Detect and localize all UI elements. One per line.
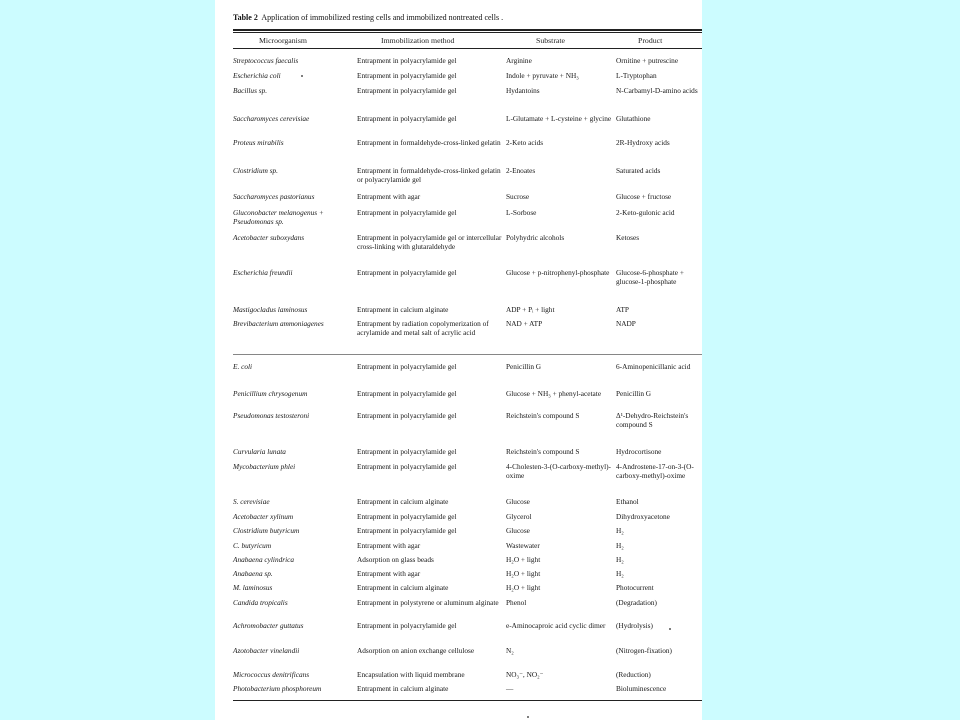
microorganism-cell: C. butyricum bbox=[233, 541, 272, 550]
method-cell: Entrapment in polyacrylamide gel bbox=[357, 447, 457, 456]
product-cell: Dihydroxyacetone bbox=[616, 512, 670, 521]
microorganism-cell: S. cerevisiae bbox=[233, 497, 270, 506]
microorganism-cell: Photobacterium phosphoreum bbox=[233, 684, 322, 693]
method-cell: Entrapment by radiation copolymerization of acrylamide and metal salt of acrylic acid bbox=[357, 319, 489, 338]
method-cell: Adsorption on glass beads bbox=[357, 555, 434, 564]
product-cell: (Reduction) bbox=[616, 670, 651, 679]
method-cell: Entrapment in polyacrylamide gel bbox=[357, 268, 457, 277]
microorganism-cell: Streptococcus faecalis bbox=[233, 56, 299, 65]
substrate-cell: Arginine bbox=[506, 56, 532, 65]
product-cell: Glucose + fructose bbox=[616, 192, 672, 201]
substrate-cell: L-Sorbose bbox=[506, 208, 537, 217]
microorganism-cell: Azotobacter vinelandii bbox=[233, 646, 300, 655]
microorganism-cell: Bacillus sp. bbox=[233, 86, 268, 95]
microorganism-cell: Clostridium sp. bbox=[233, 166, 279, 175]
scan-speck bbox=[669, 628, 671, 630]
microorganism-cell: E. coli bbox=[233, 362, 253, 371]
table-caption bbox=[233, 13, 698, 22]
product-cell: Penicillin G bbox=[616, 389, 652, 398]
microorganism-cell: Clostridium butyricum bbox=[233, 526, 300, 535]
method-cell: Entrapment in polyacrylamide gel bbox=[357, 86, 457, 95]
bottom-rule bbox=[233, 700, 702, 701]
product-cell: ATP bbox=[616, 305, 629, 314]
microorganism-cell: Escherichia freundii bbox=[233, 268, 293, 277]
microorganism-cell: M. laminosus bbox=[233, 583, 273, 592]
microorganism-cell: Candida tropicalis bbox=[233, 598, 288, 607]
method-cell: Entrapment with agar bbox=[357, 192, 421, 201]
table-label: Table 2 bbox=[233, 13, 258, 22]
microorganism-cell: Acetobacter xylinum bbox=[233, 512, 294, 521]
microorganism-cell: Micrococcus denitrificans bbox=[233, 670, 310, 679]
microorganism-cell: Penicillium chrysogenum bbox=[233, 389, 308, 398]
substrate-cell: Reichstein's compound S bbox=[506, 411, 580, 420]
product-cell: H₂ bbox=[616, 569, 624, 578]
product-cell: Photocurrent bbox=[616, 583, 654, 592]
method-cell: Entrapment in polyacrylamide gel bbox=[357, 526, 457, 535]
method-cell: Entrapment in polyacrylamide gel bbox=[357, 411, 457, 420]
product-cell: NADP bbox=[616, 319, 636, 328]
substrate-cell: 2-Enoates bbox=[506, 166, 536, 175]
microorganism-cell: Brevibacterium ammoniagenes bbox=[233, 319, 324, 328]
substrate-cell: 4-Cholesten-3-(O-carboxy-methyl)-oxime bbox=[506, 462, 611, 481]
substrate-cell: NAD + ATP bbox=[506, 319, 543, 328]
microorganism-cell: Escherichia coli bbox=[233, 71, 281, 80]
substrate-cell: Hydantoins bbox=[506, 86, 540, 95]
method-cell: Entrapment in polystyrene or aluminum alginate bbox=[357, 598, 499, 607]
substrate-cell: Glucose bbox=[506, 497, 530, 506]
method-cell: Entrapment in calcium alginate bbox=[357, 684, 449, 693]
scanned-page bbox=[215, 0, 702, 720]
substrate-cell: Glucose + p-nitrophenyl-phosphate bbox=[506, 268, 610, 277]
header-rule bbox=[233, 48, 702, 49]
method-cell: Entrapment in calcium alginate bbox=[357, 305, 449, 314]
product-cell: Saturated acids bbox=[616, 166, 661, 175]
method-cell: Entrapment in formaldehyde-cross-linked gelatin or polyacrylamide gel bbox=[357, 166, 501, 185]
microorganism-cell: Proteus mirabilis bbox=[233, 138, 284, 147]
substrate-cell: Penicillin G bbox=[506, 362, 542, 371]
product-cell: (Hydrolysis) bbox=[616, 621, 653, 630]
product-cell: Ornitine + putrescine bbox=[616, 56, 679, 65]
method-cell: Entrapment in polyacrylamide gel bbox=[357, 71, 457, 80]
product-cell: Bioluminescence bbox=[616, 684, 667, 693]
substrate-cell: Glucose + NH₃ + phenyl-acetate bbox=[506, 389, 602, 398]
top-rule bbox=[233, 29, 702, 31]
method-cell: Entrapment in formaldehyde-cross-linked gelatin bbox=[357, 138, 501, 147]
product-cell: H₂ bbox=[616, 555, 624, 564]
microorganism-cell: Mastigocladus laminosus bbox=[233, 305, 308, 314]
method-cell: Entrapment in polyacrylamide gel bbox=[357, 462, 457, 471]
microorganism-cell: Acetobacter suboxydans bbox=[233, 233, 305, 242]
microorganism-cell: Pseudomonas testosteroni bbox=[233, 411, 310, 420]
section-rule bbox=[233, 354, 702, 355]
product-cell: Glutathione bbox=[616, 114, 651, 123]
top-rule-thin bbox=[233, 32, 702, 33]
method-cell: Entrapment in polyacrylamide gel bbox=[357, 512, 457, 521]
scan-speck bbox=[301, 75, 303, 77]
method-cell: Entrapment in polyacrylamide gel or intercellular cross-linking with glutaraldehyde bbox=[357, 233, 502, 252]
header-product: Product bbox=[638, 36, 663, 45]
substrate-cell: H₂O + light bbox=[506, 569, 541, 578]
product-cell: H₂ bbox=[616, 541, 624, 550]
method-cell: Entrapment in polyacrylamide gel bbox=[357, 389, 457, 398]
method-cell: Entrapment in polyacrylamide gel bbox=[357, 208, 457, 217]
method-cell: Entrapment with agar bbox=[357, 541, 421, 550]
substrate-cell: Reichstein's compound S bbox=[506, 447, 580, 456]
substrate-cell: Sucrose bbox=[506, 192, 530, 201]
substrate-cell: Polyhydric alcohols bbox=[506, 233, 565, 242]
product-cell: 4-Androstene-17-on-3-(O-carboxy-methyl)-oxime bbox=[616, 462, 694, 481]
substrate-cell: Indole + pyruvate + NH₃ bbox=[506, 71, 579, 80]
microorganism-cell: Saccharomyces pastorianus bbox=[233, 192, 315, 201]
microorganism-cell: Achromobacter guttatus bbox=[233, 621, 304, 630]
scan-speck bbox=[527, 716, 529, 718]
product-cell: 6-Aminopenicillanic acid bbox=[616, 362, 691, 371]
microorganism-cell: Anabaena cylindrica bbox=[233, 555, 294, 564]
product-cell: 2-Keto-gulonic acid bbox=[616, 208, 675, 217]
substrate-cell: NO₃⁻, NO₂⁻ bbox=[506, 670, 544, 679]
substrate-cell: e-Aminocaproic acid cyclic dimer bbox=[506, 621, 606, 630]
substrate-cell: 2-Keto acids bbox=[506, 138, 544, 147]
product-cell: N-Carbamyl-D-amino acids bbox=[616, 86, 698, 95]
substrate-cell: Phenol bbox=[506, 598, 527, 607]
substrate-cell: L-Glutamate + L-cysteine + glycine bbox=[506, 114, 612, 123]
header-immobilization-method: Immobilization method bbox=[381, 36, 455, 45]
header-microorganism: Microorganism bbox=[259, 36, 307, 45]
product-cell: Glucose-6-phosphate + glucose-1-phosphate bbox=[616, 268, 684, 287]
substrate-cell: H₂O + light bbox=[506, 555, 541, 564]
method-cell: Entrapment in polyacrylamide gel bbox=[357, 362, 457, 371]
method-cell: Entrapment in polyacrylamide gel bbox=[357, 56, 457, 65]
method-cell: Entrapment in polyacrylamide gel bbox=[357, 114, 457, 123]
product-cell: Hydrocortisone bbox=[616, 447, 662, 456]
substrate-cell: N₂ bbox=[506, 646, 514, 655]
product-cell: (Degradation) bbox=[616, 598, 657, 607]
product-cell: 2R-Hydroxy acids bbox=[616, 138, 670, 147]
product-cell: Ketoses bbox=[616, 233, 640, 242]
table-title: Application of immobilized resting cells and immobilized nontreated cells . bbox=[261, 13, 504, 22]
method-cell: Adsorption on anion exchange cellulose bbox=[357, 646, 475, 655]
substrate-cell: Wastewater bbox=[506, 541, 540, 550]
product-cell: L-Tryptophan bbox=[616, 71, 657, 80]
substrate-cell: Glycerol bbox=[506, 512, 532, 521]
microorganism-cell: Mycobacterium phlei bbox=[233, 462, 296, 471]
method-cell: Entrapment in calcium alginate bbox=[357, 497, 449, 506]
product-cell: H₂ bbox=[616, 526, 624, 535]
substrate-cell: ADP + Pᵢ + light bbox=[506, 305, 555, 314]
microorganism-cell: Curvularia lunata bbox=[233, 447, 286, 456]
product-cell: Ethanol bbox=[616, 497, 639, 506]
substrate-cell: H₂O + light bbox=[506, 583, 541, 592]
substrate-cell: — bbox=[506, 684, 514, 693]
product-cell: (Nitrogen-fixation) bbox=[616, 646, 672, 655]
method-cell: Entrapment in calcium alginate bbox=[357, 583, 449, 592]
method-cell: Encapsulation with liquid membrane bbox=[357, 670, 465, 679]
product-cell: Δ¹-Dehydro-Reichstein's compound S bbox=[616, 411, 689, 430]
header-substrate: Substrate bbox=[536, 36, 566, 45]
method-cell: Entrapment with agar bbox=[357, 569, 421, 578]
microorganism-cell: Saccharomyces cerevisiae bbox=[233, 114, 310, 123]
microorganism-cell: Anabaena sp. bbox=[233, 569, 273, 578]
microorganism-cell: Gluconobacter melanogenus + Pseudomonas sp. bbox=[233, 208, 324, 227]
substrate-cell: Glucose bbox=[506, 526, 530, 535]
method-cell: Entrapment in polyacrylamide gel bbox=[357, 621, 457, 630]
